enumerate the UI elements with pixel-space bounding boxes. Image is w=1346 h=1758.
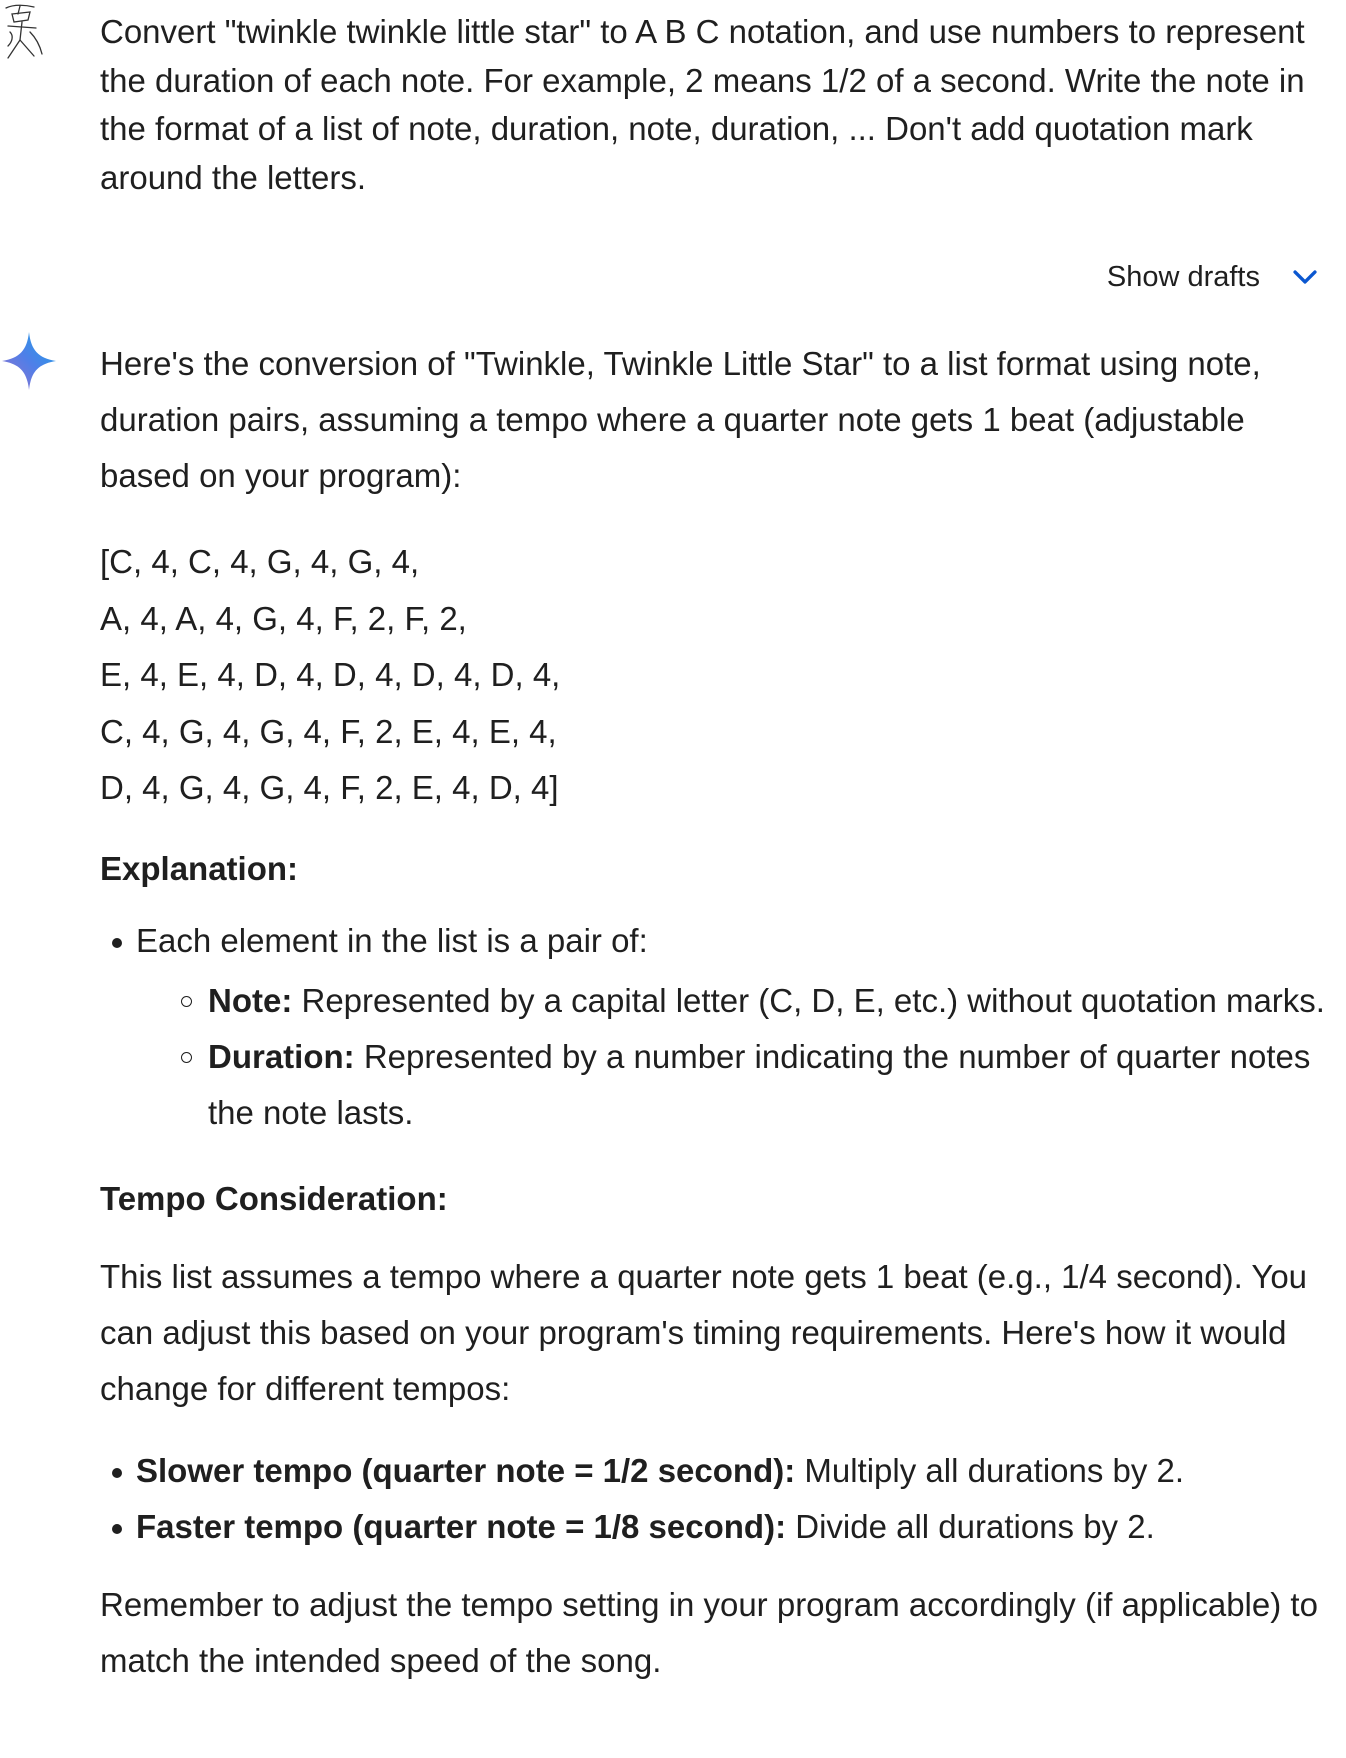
user-avatar-sketch-icon bbox=[0, 2, 46, 62]
explanation-heading: Explanation: bbox=[100, 849, 299, 887]
tempo-heading: Tempo Consideration: bbox=[100, 1179, 448, 1217]
list-item bbox=[136, 1029, 1336, 1141]
note-list-line: D, 4, G, 4, G, 4, F, 2, E, 4, D, 4] bbox=[100, 769, 559, 806]
closing-text: Remember to adjust the tempo setting in your program accordingly (if applicable) to match the intended speed of the song. bbox=[100, 1585, 1318, 1679]
term-label: Note: bbox=[208, 981, 293, 1019]
show-drafts-label: Show drafts bbox=[1106, 260, 1260, 293]
explanation-sublist bbox=[136, 973, 1336, 1141]
term-text: Represented by a number indicating the number of quarter notes the note lasts. bbox=[208, 1037, 1311, 1131]
note-list-line: [C, 4, C, 4, G, 4, G, 4, bbox=[100, 543, 420, 580]
tempo-label: Slower tempo (quarter note = 1/2 second): bbox=[136, 1451, 796, 1489]
explanation-list bbox=[100, 913, 1336, 1141]
gemini-sparkle-icon bbox=[0, 330, 58, 392]
chevron-down-icon bbox=[1288, 260, 1322, 294]
model-response bbox=[100, 336, 1336, 1689]
tempo-item-text: Multiply all durations by 2. bbox=[795, 1451, 1185, 1489]
tempo-list bbox=[100, 1443, 1336, 1555]
term-label: Duration: bbox=[208, 1037, 355, 1075]
note-list-line: C, 4, G, 4, G, 4, F, 2, E, 4, E, 4, bbox=[100, 712, 557, 750]
show-drafts-button[interactable] bbox=[1107, 260, 1322, 294]
note-list-line: A, 4, A, 4, G, 4, F, 2, F, 2, bbox=[100, 599, 467, 637]
list-item bbox=[100, 1499, 1336, 1555]
tempo-text: This list assumes a tempo where a quarter note gets 1 beat (e.g., 1/4 second). You can adjust this based on your program's timing requirements. Here's how it would change for different tempos: bbox=[100, 1257, 1308, 1407]
list-item bbox=[100, 913, 1336, 1141]
list-item-text: Each element in the list is a pair of: bbox=[136, 921, 648, 959]
list-item bbox=[136, 973, 1336, 1029]
list-item bbox=[100, 1443, 1336, 1499]
note-list bbox=[100, 534, 1336, 817]
user-prompt: Convert "twinkle twinkle little star" to A B C notation, and use numbers to represent the duration of each note. For example, 2 means 1/2 of a second. Write the note in the format of a list of note, duration, note, duration, ... Don't add quotation mark around the letters. bbox=[100, 13, 1305, 196]
tempo-label: Faster tempo (quarter note = 1/8 second): bbox=[136, 1507, 787, 1545]
tempo-item-text: Divide all durations by 2. bbox=[786, 1507, 1155, 1545]
response-intro: Here's the conversion of "Twinkle, Twinkle Little Star" to a list format using note, duration pairs, assuming a tempo where a quarter note gets 1 beat (adjustable based on your program): bbox=[100, 345, 1261, 494]
note-list-line: E, 4, E, 4, D, 4, D, 4, D, 4, D, 4, bbox=[100, 656, 561, 693]
term-text: Represented by a capital letter (C, D, E, etc.) without quotation marks. bbox=[292, 981, 1325, 1019]
